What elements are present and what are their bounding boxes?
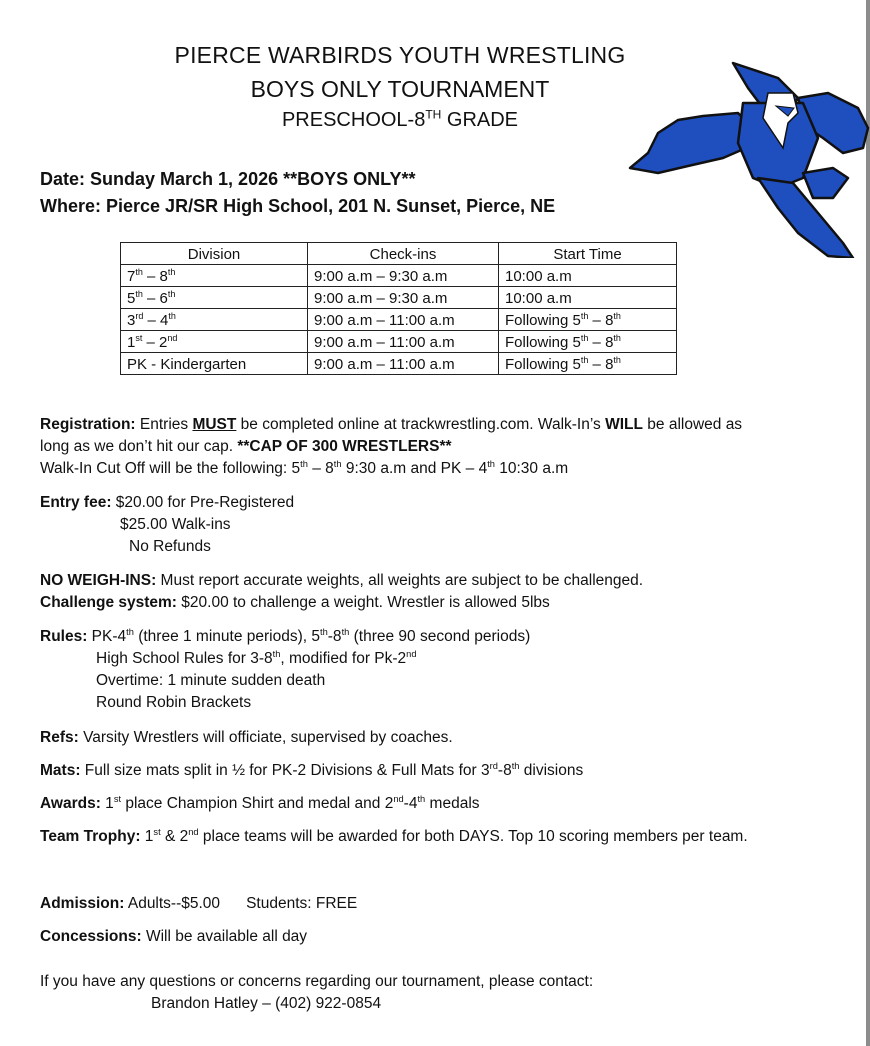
division-cell: 1st – 2nd — [121, 331, 308, 353]
team-trophy-label: Team Trophy: — [40, 828, 141, 845]
title-line-1: PIERCE WARBIRDS YOUTH WRESTLING — [174, 42, 626, 68]
refs-label: Refs: — [40, 729, 79, 746]
concessions-text: Will be available all day — [141, 928, 308, 945]
challenge-label: Challenge system: — [40, 594, 177, 611]
rules-label: Rules: — [40, 628, 88, 645]
title-grade-suffix: GRADE — [441, 109, 519, 131]
rules-line-2: High School Rules for 3-8th, modified for Pk-2nd — [96, 648, 417, 667]
weigh-ins-text: Must report accurate weights, all weights are subject to be challenged. — [156, 572, 644, 589]
checkin-cell: 9:00 a.m – 11:00 a.m — [308, 331, 499, 353]
entry-fee-label: Entry fee: — [40, 494, 112, 511]
no-refunds: No Refunds — [129, 538, 211, 555]
must-emphasis: MUST — [192, 416, 237, 433]
rules-section — [40, 626, 760, 714]
title-grade-sup: TH — [425, 107, 442, 122]
title-line-2: BOYS ONLY TOURNAMENT — [250, 76, 550, 102]
start-cell: 10:00 a.m — [499, 265, 677, 287]
checkin-cell: 9:00 a.m – 9:30 a.m — [308, 287, 499, 309]
registration-label: Registration: — [40, 416, 136, 433]
cap-notice: **CAP OF 300 WRESTLERS** — [237, 438, 452, 455]
table-row — [121, 331, 677, 353]
awards-section — [40, 793, 760, 815]
refs-section — [40, 727, 760, 749]
table-row — [121, 287, 677, 309]
division-cell: 5th – 6th — [121, 287, 308, 309]
entry-fee-preregistered: $20.00 for Pre-Registered — [111, 494, 295, 511]
checkin-cell: 9:00 a.m – 11:00 a.m — [308, 309, 499, 331]
checkin-cell: 9:00 a.m – 9:30 a.m — [308, 265, 499, 287]
rules-line-1: PK-4th (three 1 minute periods), 5th-8th (three 90 second periods) — [87, 626, 531, 645]
division-cell: PK - Kindergarten — [121, 353, 308, 375]
table-header-row — [121, 243, 677, 265]
team-trophy-text: 1st & 2nd place teams will be awarded for both DAYS. Top 10 scoring members per team. — [140, 826, 748, 845]
mats-label: Mats: — [40, 762, 81, 779]
concessions-section — [40, 926, 760, 948]
registration-text: be allowed as long as we don’t hit our cap. — [40, 416, 743, 455]
checkin-cell: 9:00 a.m – 11:00 a.m — [308, 353, 499, 375]
entry-fee-section — [40, 492, 760, 558]
division-cell: 3rd – 4th — [121, 309, 308, 331]
weigh-ins-label: NO WEIGH-INS: — [40, 572, 157, 589]
walkin-cutoff: Walk-In Cut Off will be the following: 5th – 8th 9:30 a.m and PK – 4th 10:30 a.m — [40, 458, 569, 477]
start-cell: 10:00 a.m — [499, 287, 677, 309]
start-cell: Following 5th – 8th — [499, 331, 677, 353]
challenge-text: $20.00 to challenge a weight. Wrestler is allowed 5lbs — [176, 594, 550, 611]
column-header-division: Division — [121, 243, 308, 265]
column-header-start-time: Start Time — [499, 243, 677, 265]
awards-text: 1st place Champion Shirt and medal and 2nd-4th medals — [100, 793, 480, 812]
start-cell: Following 5th – 8th — [499, 309, 677, 331]
registration-text: Entries — [135, 416, 193, 433]
table-row — [121, 265, 677, 287]
column-header-checkins: Check-ins — [308, 243, 499, 265]
division-cell: 7th – 8th — [121, 265, 308, 287]
admission-adults: Adults--$5.00 — [124, 895, 221, 912]
start-cell: Following 5th – 8th — [499, 353, 677, 375]
warbird-mascot-icon — [628, 58, 870, 258]
contact-section — [40, 971, 760, 1015]
event-location — [40, 196, 555, 217]
registration-text: be completed online at trackwrestling.com. Walk-In’s — [236, 416, 606, 433]
contact-name-phone: Brandon Hatley – (402) 922-0854 — [151, 995, 382, 1012]
where-label: Where: — [40, 196, 102, 216]
event-date — [40, 169, 415, 190]
where-value: Pierce JR/SR High School, 201 N. Sunset, Pierce, NE — [101, 196, 556, 216]
admission-label: Admission: — [40, 895, 125, 912]
table-row — [121, 353, 677, 375]
date-label: Date: — [40, 169, 86, 189]
awards-label: Awards: — [40, 795, 101, 812]
team-trophy-section — [40, 826, 770, 848]
entry-fee-walkins: $25.00 Walk-ins — [120, 516, 231, 533]
will-emphasis: WILL — [605, 416, 643, 433]
registration-section — [40, 414, 760, 480]
table-row — [121, 309, 677, 331]
contact-intro: If you have any questions or concerns regarding our tournament, please contact: — [40, 973, 594, 990]
mats-text: Full size mats split in ½ for PK-2 Divisions & Full Mats for 3rd-8th divisions — [80, 760, 584, 779]
admission-students: Students: FREE — [246, 895, 358, 912]
admission-section — [40, 893, 760, 915]
weigh-ins-section — [40, 570, 760, 614]
rules-line-3: Overtime: 1 minute sudden death — [96, 672, 326, 689]
schedule-table — [120, 242, 677, 375]
title-grade-prefix: PRESCHOOL-8 — [281, 109, 426, 131]
concessions-label: Concessions: — [40, 928, 142, 945]
date-value: Sunday March 1, 2026 **BOYS ONLY** — [85, 169, 416, 189]
refs-text: Varsity Wrestlers will officiate, supervised by coaches. — [78, 729, 453, 746]
mats-section — [40, 760, 760, 782]
rules-line-4: Round Robin Brackets — [96, 694, 252, 711]
